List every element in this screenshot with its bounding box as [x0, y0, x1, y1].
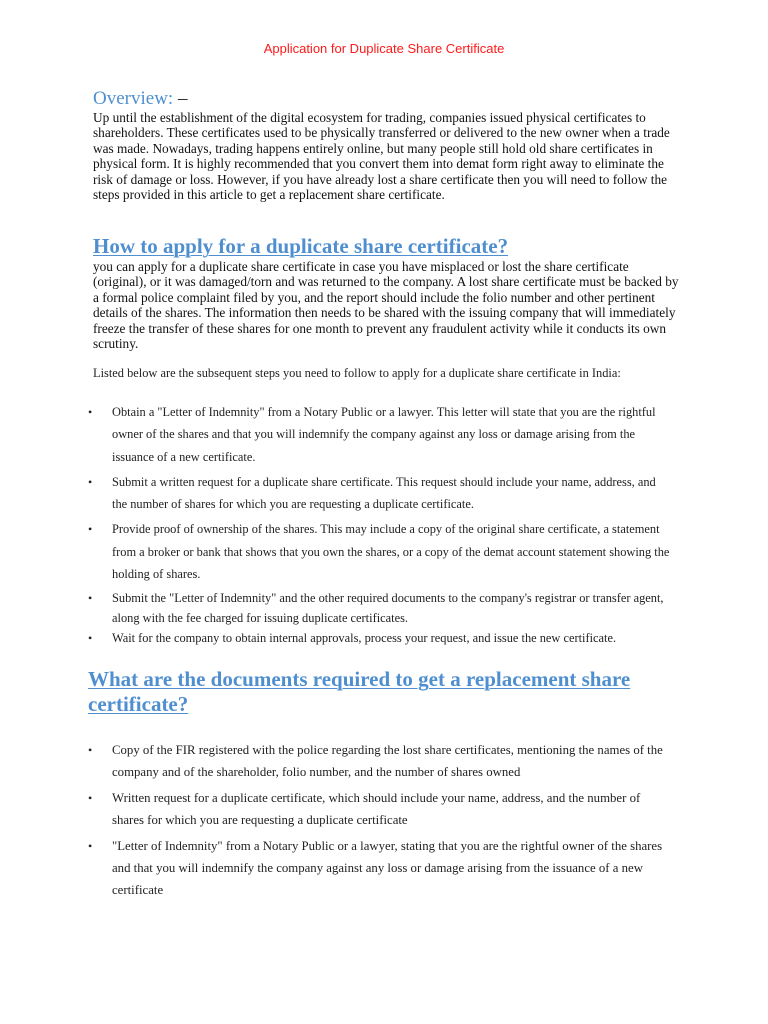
step-text: Wait for the company to obtain internal approvals, process your request, and issue the new certificate.	[112, 631, 617, 646]
step-text: Obtain a "Letter of Indemnity" from a Notary Public or a lawyer. This letter will state that you are the rightful owner of the shares and that you will indemnify the company against any loss or damage arising from the issuance of a new certificate.	[112, 405, 656, 464]
bullet-icon: •	[88, 522, 93, 537]
bullet-icon: •	[88, 743, 93, 757]
bullet-icon: •	[88, 631, 93, 646]
bullet-icon: •	[88, 405, 93, 419]
documents-required-heading: What are the documents required to get a replacement share certificate?	[88, 667, 631, 716]
list-item	[0, 835, 672, 901]
bullet-icon: •	[88, 839, 93, 853]
step-text: Provide proof of ownership of the shares. This may include a copy of the original share certificate, a statement from a broker or bank that shows that you own the shares, or a copy of the demat account statement showing the holding of shares.	[112, 522, 670, 582]
step-text: Submit the "Letter of Indemnity" and the other required documents to the company's registrar or transfer agent, along with the fee charged for issuing duplicate certificates.	[112, 591, 664, 626]
bullet-icon: •	[88, 791, 93, 805]
overview-heading-dash: –	[173, 88, 188, 109]
list-item	[0, 739, 672, 783]
bullet-icon: •	[88, 474, 93, 489]
how-to-apply-paragraph: you can apply for a duplicate share certificate in case you have misplaced or lost the share certificate (original), or it was damaged/torn and was returned to the company. A lost share certificate must be backed by a formal police complaint filed by you, and the report should include the folio number and other pertinent details of the shares. The information then needs to be shared with the issuing company that will immediately freeze the transfer of these shares for one month to prevent any fraudulent activity while it conducts its own scrutiny.	[93, 259, 679, 352]
documents-list	[0, 739, 768, 901]
bullet-icon: •	[88, 591, 93, 606]
steps-intro: Listed below are the subsequent steps you need to follow to apply for a duplicate share certificate in India:	[93, 366, 621, 380]
list-item	[0, 628, 712, 648]
overview-heading-text: Overview:	[93, 88, 174, 109]
document-item-text: "Letter of Indemnity" from a Notary Public or a lawyer, stating that you are the rightful owner of the shares and that you will indemnify the company against any loss or damage arising from the issuance of a new certificate	[112, 839, 663, 897]
step-text: Submit a written request for a duplicate share certificate. This request should include your name, address, and the number of shares for which you are requesting a duplicate certificate.	[112, 474, 656, 512]
page-title: Application for Duplicate Share Certificate	[263, 41, 505, 56]
overview-heading	[93, 87, 187, 111]
document-item-text: Written request for a duplicate certificate, which should include your name, address, and the number of shares for which you are requesting a duplicate certificate	[112, 791, 641, 827]
steps-list	[0, 401, 768, 648]
list-item	[0, 401, 672, 468]
list-item	[0, 588, 672, 628]
list-item	[0, 518, 672, 585]
list-item	[0, 787, 672, 831]
list-item	[0, 471, 672, 516]
overview-paragraph: Up until the establishment of the digital ecosystem for trading, companies issued physical certificates to shareholders. These certificates used to be physically transferred or delivered to the new owner when a trade was made. Nowadays, trading happens entirely online, but many people still hold old share certificates in physical form. It is highly recommended that you convert them into demat form right away to eliminate the risk of damage or loss. However, if you have already lost a share certificate then you will need to follow the steps provided in this article to get a replacement share certificate.	[93, 110, 670, 203]
how-to-apply-heading: How to apply for a duplicate share certificate?	[93, 234, 509, 258]
document-item-text: Copy of the FIR registered with the police regarding the lost share certificates, mentioning the names of the company and of the shareholder, folio number, and the number of shares owned	[112, 743, 663, 779]
